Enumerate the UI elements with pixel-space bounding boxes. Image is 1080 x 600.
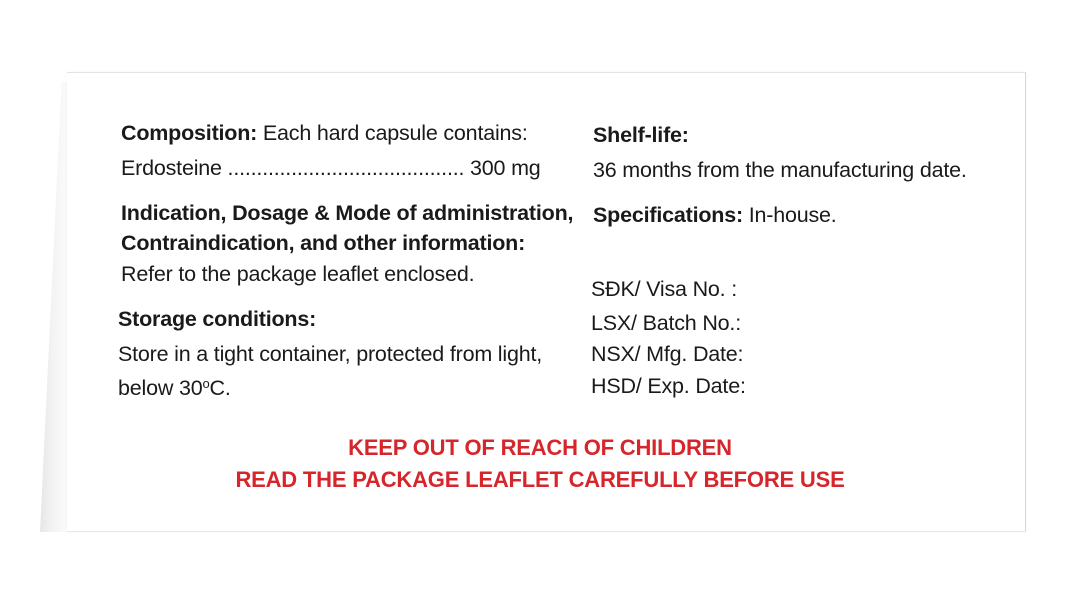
indication-heading-2: Contraindication, and other information: <box>121 231 526 255</box>
storage-line-2 <box>118 369 231 403</box>
storage-line-1: Store in a tight container, protected from light, <box>118 342 543 366</box>
storage-heading: Storage conditions: <box>118 307 317 331</box>
composition-line <box>121 118 528 148</box>
specifications-text: In-house. <box>742 203 837 227</box>
ingredient-line: Erdosteine ......................................... 300 mg <box>121 156 541 180</box>
composition-label: Composition: <box>121 121 258 145</box>
specifications-label: Specifications: <box>593 203 743 227</box>
mfg-date-field: NSX/ Mfg. Date: <box>591 342 744 366</box>
degree-symbol: o <box>202 376 210 391</box>
indication-text: Refer to the package leaflet enclosed. <box>121 262 475 286</box>
composition-text: Each hard capsule contains: <box>257 121 528 145</box>
storage-line-2-suffix: C. <box>209 376 231 400</box>
warning-children: KEEP OUT OF REACH OF CHILDREN <box>348 435 732 460</box>
visa-number-field: SĐK/ Visa No. : <box>591 277 737 301</box>
shelf-life-text: 36 months from the manufacturing date. <box>593 158 967 182</box>
shelf-life-heading: Shelf-life: <box>593 123 689 147</box>
warning-leaflet: READ THE PACKAGE LEAFLET CAREFULLY BEFORE USE <box>235 467 845 492</box>
specifications-line <box>593 200 837 230</box>
storage-line-2-prefix: below 30 <box>118 376 203 400</box>
exp-date-field: HSD/ Exp. Date: <box>591 374 746 398</box>
batch-number-field: LSX/ Batch No.: <box>591 311 741 335</box>
indication-heading-1: Indication, Dosage & Mode of administration, <box>121 201 574 225</box>
